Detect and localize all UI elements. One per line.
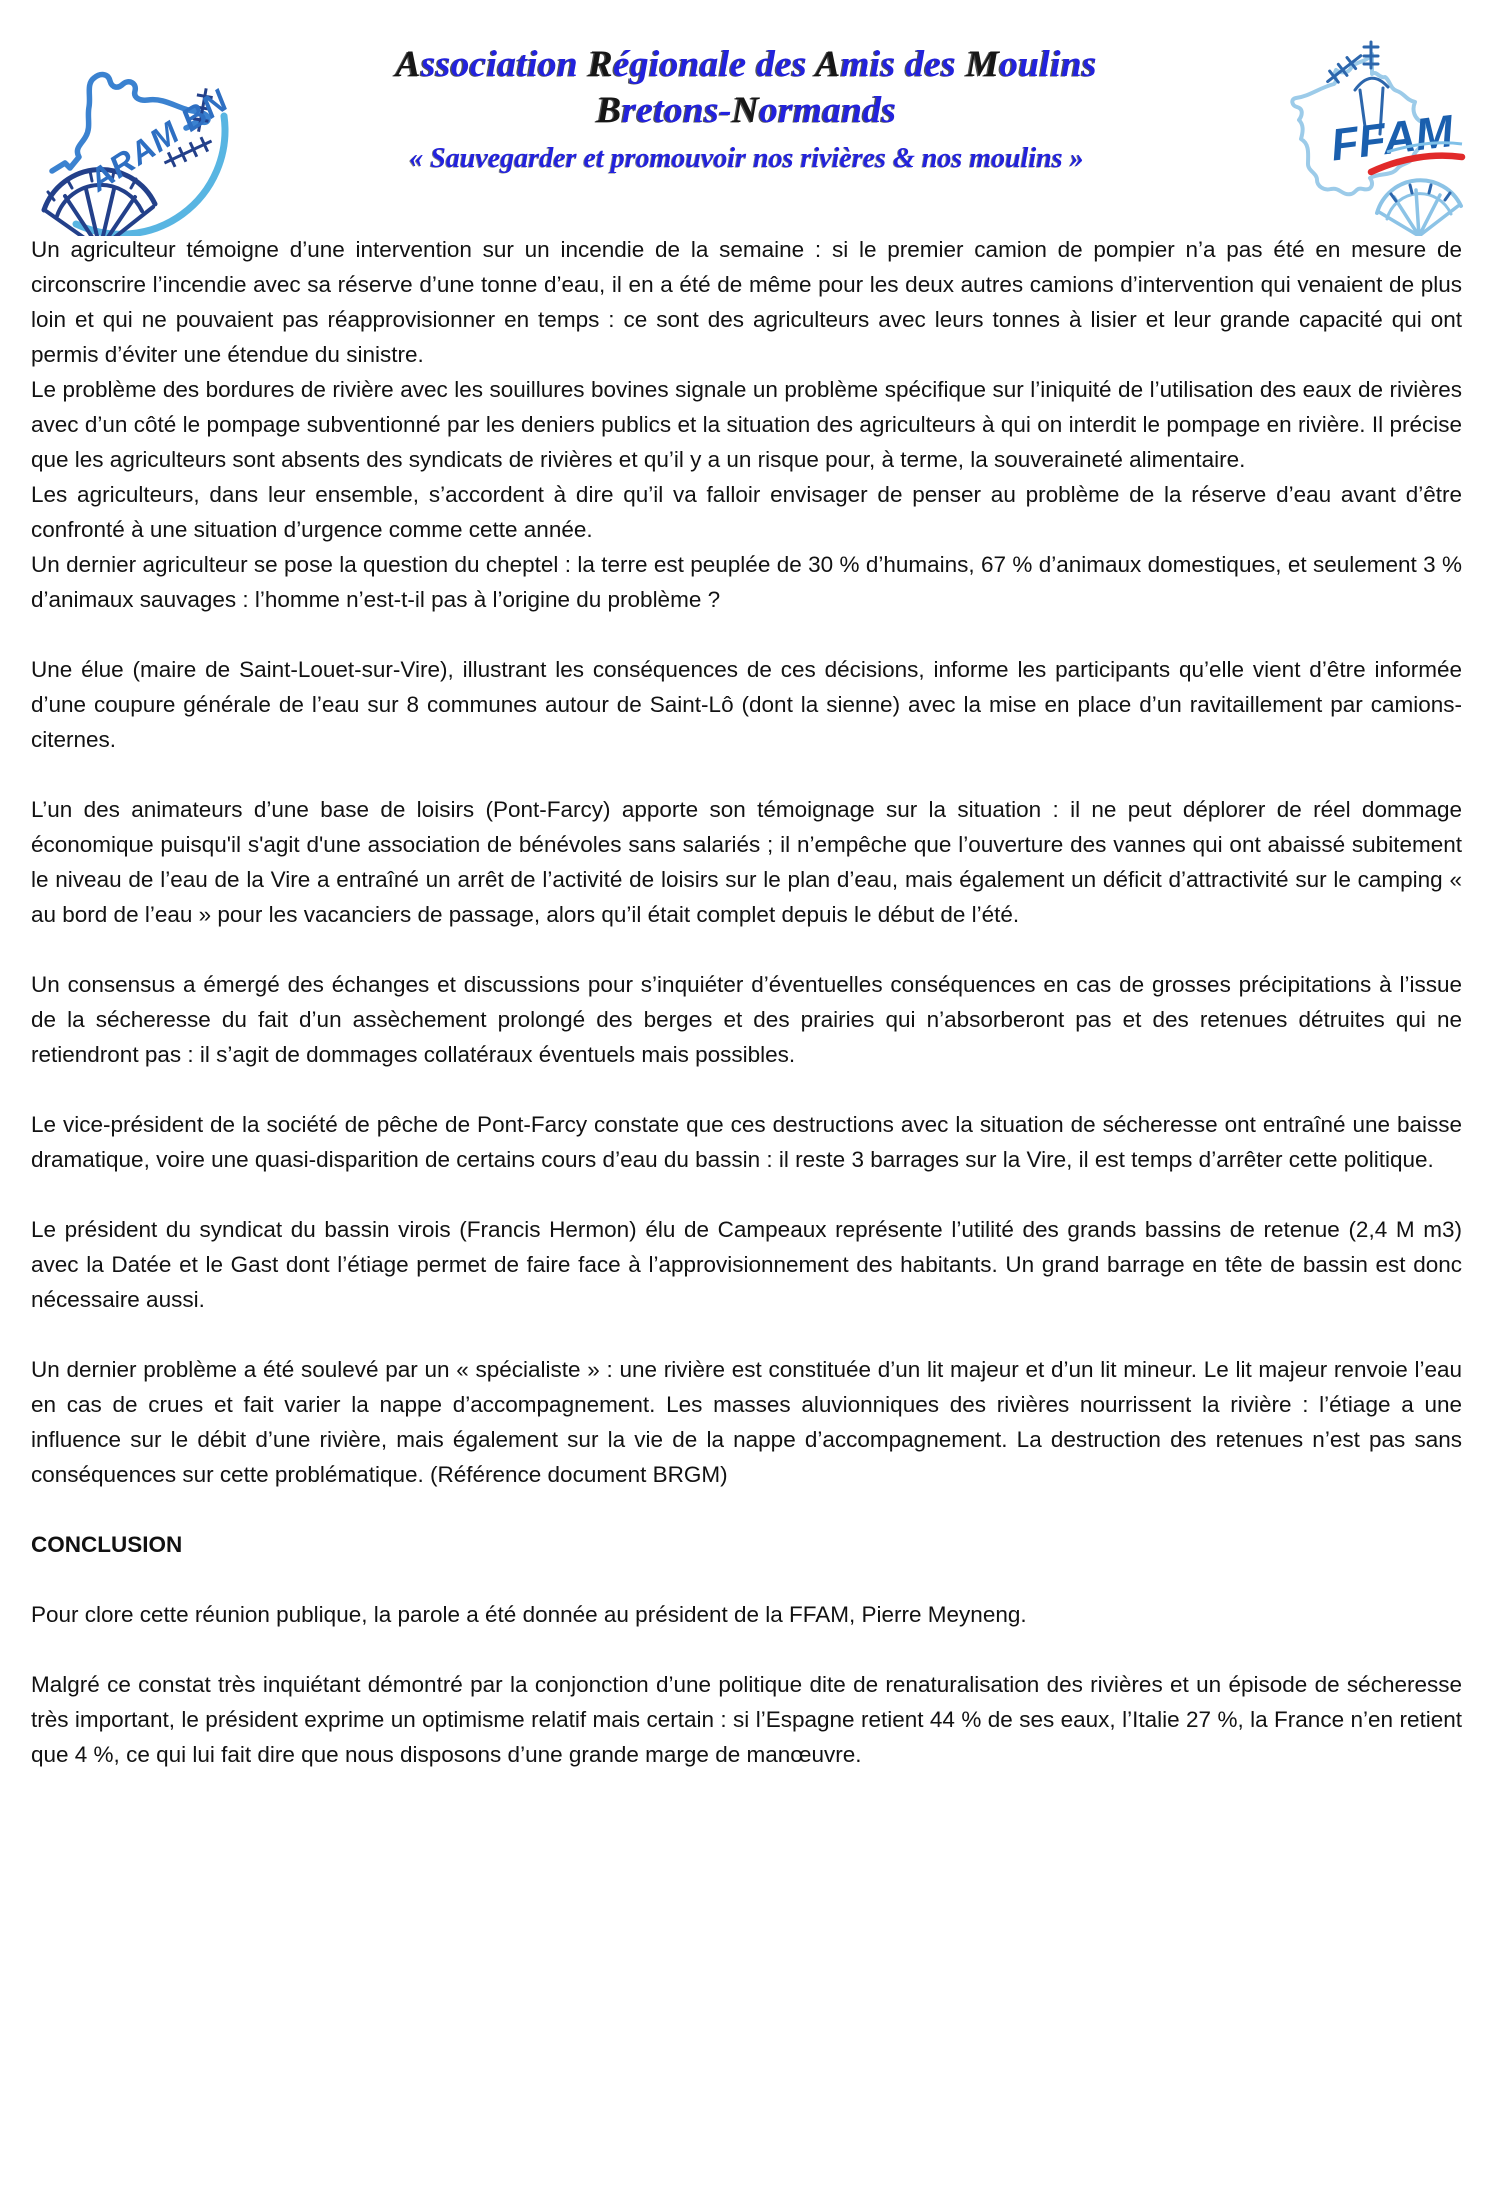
paragraph-consensus-rain: Un consensus a émergé des échanges et discussions pour s’inquiéter d’éventuelles conséquences en cas de grosses précipitations à l’issue de la sécheresse du fait d’un assèchement prolongé des berges et des prairies qui n’absorberont pas et des retenues détruites qui ne retiendront pas : il s’agit de dommages collatéraux éventuels mais possibles. <box>31 972 1462 1067</box>
water-wheel-light-icon <box>1377 180 1461 236</box>
conclusion-heading: CONCLUSION <box>31 1532 183 1557</box>
paragraph-specialist-riverbed: Un dernier problème a été soulevé par un « spécialiste » : une rivière est constituée d’un lit majeur et d’un lit mineur. Le lit majeur renvoie l’eau en cas de crues et fait varier la nappe d’accompagnement. Les masses aluvionniques des rivières nourrissent la rivière : l’étiage a une influence sur le débit d’une rivière, mais également sur la vie de la nappe d’accompagnement. La destruction des retenues n’est pas sans conséquences sur cette problématique. (Référence document BRGM) <box>31 1357 1462 1487</box>
paragraph-farmers-consensus: Les agriculteurs, dans leur ensemble, s’accordent à dire qu’il va falloir envisager de penser au problème de la réserve d’eau avant d’être confronté à une situation d’urgence comme cette année. <box>31 482 1462 542</box>
paragraph-fishing-vicepresident: Le vice-président de la société de pêche de Pont-Farcy constate que ces destructions avec la situation de sécheresse ont entraîné une baisse dramatique, voire une quasi-disparition de certains cours d’eau du bassin : il reste 3 barrages sur la Vire, il est temps d’arrêter cette politique. <box>31 1112 1462 1172</box>
document-body <box>31 232 1462 1772</box>
paragraph-river-borders: Le problème des bordures de rivière avec les souillures bovines signale un problème spécifique sur l’iniquité de l’utilisation des eaux de rivières avec d’un côté le pompage subventionné par les deniers publics et la situation des agriculteurs à qui on interdit le pompage en rivière. Il précise que les agriculteurs sont absents des syndicats de rivières et qu’il y a un risque pour, à terme, la souveraineté alimentaire. <box>31 377 1462 472</box>
aram-bn-logo <box>36 40 238 236</box>
paragraph-president-optimism: Malgré ce constat très inquiétant démontré par la conjonction d’une politique dite de renaturalisation des rivières et un épisode de sécheresse très important, le président exprime un optimisme relatif mais certain : si l’Espagne retient 44 % de ses eaux, l’Italie 27 %, la France n’en retient que 4 %, ce qui lui fait dire que nous disposons d’une grande marge de manœuvre. <box>31 1672 1462 1767</box>
paragraph-closing-ffam: Pour clore cette réunion publique, la parole a été donnée au président de la FFAM, Pierre Meyneng. <box>31 1602 1027 1627</box>
paragraph-basin-president: Le président du syndicat du bassin virois (Francis Hermon) élu de Campeaux représente l’utilité des grands bassins de retenue (2,4 M m3) avec la Datée et le Gast dont l’étiage permet de faire face à l’approvisionnement des habitants. Un grand barrage en tête de bassin est donc nécessaire aussi. <box>31 1217 1462 1312</box>
association-title-line2: Bretons-Normands <box>596 90 897 131</box>
paragraph-farmer-fire: Un agriculteur témoigne d’une intervention sur un incendie de la semaine : si le premier camion de pompier n’a pas été en mesure de circonscrire l’incendie avec sa réserve d’une tonne d’eau, il en a été de même pour les deux autres camions d’intervention qui venaient de plus loin et qui ne pouvaient pas réapprovisionner en temps : ce sont des agriculteurs avec leurs tonnes à lisier et leur grande capacité qui ont permis d’éviter une étendue du sinistre. <box>31 237 1462 367</box>
association-motto: « Sauvegarder et promouvoir nos rivières & nos moulins » <box>409 143 1084 174</box>
paragraph-mayor-water-cut: Une élue (maire de Saint-Louet-sur-Vire), illustrant les conséquences de ces décisions, informe les participants qu’elle vient d’être informée d’une coupure générale de l’eau sur 8 communes autour de Saint-Lô (dont la sienne) avec la mise en place d’un ravitaillement par camions-citernes. <box>31 657 1462 752</box>
paragraph-leisure-base: L’un des animateurs d’une base de loisirs (Pont-Farcy) apporte son témoignage sur la situation : il ne peut déplorer de réel dommage économique puisqu'il s'agit d'une association de bénévoles sans salariés ; il n’empêche que l’ouverture des vannes qui ont abaissé subitement le niveau de l’eau de la Vire a entraîné un arrêt de l’activité de loisirs sur le plan d’eau, mais également un déficit d’attractivité sur le camping « au bord de l’eau » pour les vacanciers de passage, alors qu’il était complet depuis le début de l’été. <box>31 797 1462 927</box>
document-header <box>0 0 1493 232</box>
paragraph-livestock-question: Un dernier agriculteur se pose la question du cheptel : la terre est peuplée de 30 % d’humains, 67 % d’animaux domestiques, et seulement 3 % d’animaux sauvages : l’homme n’est-t-il pas à l’origine du problème ? <box>31 552 1462 612</box>
ffam-logo-text: FFAM <box>1328 105 1456 171</box>
ffam-logo <box>1275 30 1467 236</box>
association-title-line1: Association Régionale des Amis des Moulins <box>395 44 1098 85</box>
aram-bn-logo-text: ARAM BN <box>82 81 235 199</box>
